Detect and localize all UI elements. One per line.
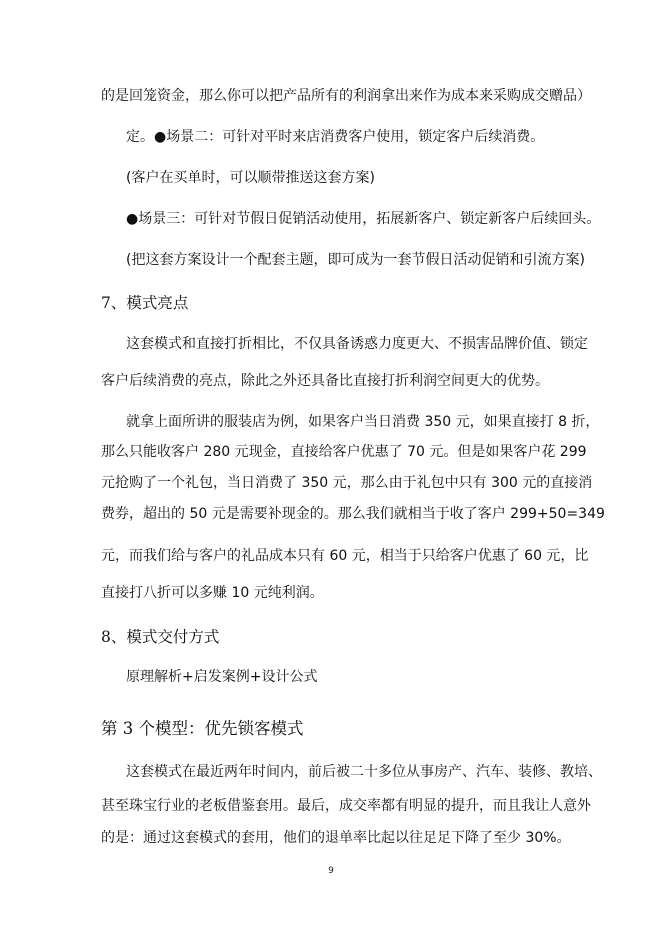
section-heading: 7、模式亮点	[101, 294, 189, 312]
text-line: 定。●场景二：可针对平时来店消费客户使用，锁定客户后续消费。	[126, 129, 545, 145]
text-line: (客户在买单时，可以顺带推送这套方案)	[126, 170, 375, 186]
text-line: 元，而我们给与客户的礼品成本只有 60 元，相当于只给客户优惠了 60 元，比	[101, 548, 589, 564]
text-line: 原理解析+启发案例+设计公式	[126, 669, 318, 685]
text-line: 直接打八折可以多赚 10 元纯利润。	[101, 585, 324, 601]
model-heading: 第 3 个模型：优先锁客模式	[101, 719, 304, 738]
text-line: 费券，超出的 50 元是需要补现金的。那么我们就相当于收了客户 299+50=349	[101, 506, 605, 522]
text-line: 这套模式和直接打折相比，不仅具备诱惑力度更大、不损害品牌价值、锁定	[126, 336, 588, 352]
text-line: 元抢购了一个礼包，当日消费了 350 元，那么由于礼包中只有 300 元的直接消	[101, 475, 593, 491]
text-line: 那么只能收客户 280 元现金，直接给客户优惠了 70 元。但是如果客户花 299	[101, 444, 587, 460]
text-line: 的是：通过这套模式的套用，他们的退单率比起以往足足下降了至少 30%。	[101, 830, 571, 846]
section-heading: 8、模式交付方式	[101, 628, 220, 646]
text-line: (把这套方案设计一个配套主题，即可成为一套节假日活动促销和引流方案)	[126, 252, 585, 268]
text-line: 就拿上面所讲的服装店为例，如果客户当日消费 350 元，如果直接打 8 折，	[126, 414, 600, 430]
text-line: 甚至珠宝行业的老板借鉴套用。最后，成交率都有明显的提升，而且我让人意外	[101, 798, 591, 814]
text-line: ●场景三：可针对节假日促销活动使用，拓展新客户、锁定新客户后续回头。	[126, 211, 601, 227]
text-line: 客户后续消费的亮点，除此之外还具备比直接打折利润空间更大的优势。	[101, 373, 549, 389]
text-line: 这套模式在最近两年时间内，前后被二十多位从事房产、汽车、装修、教培、	[126, 764, 602, 780]
page-number: 9	[328, 866, 334, 876]
text-line: 的是回笼资金，那么你可以把产品所有的利润拿出来作为成本来采购成交赠品）	[101, 88, 591, 104]
